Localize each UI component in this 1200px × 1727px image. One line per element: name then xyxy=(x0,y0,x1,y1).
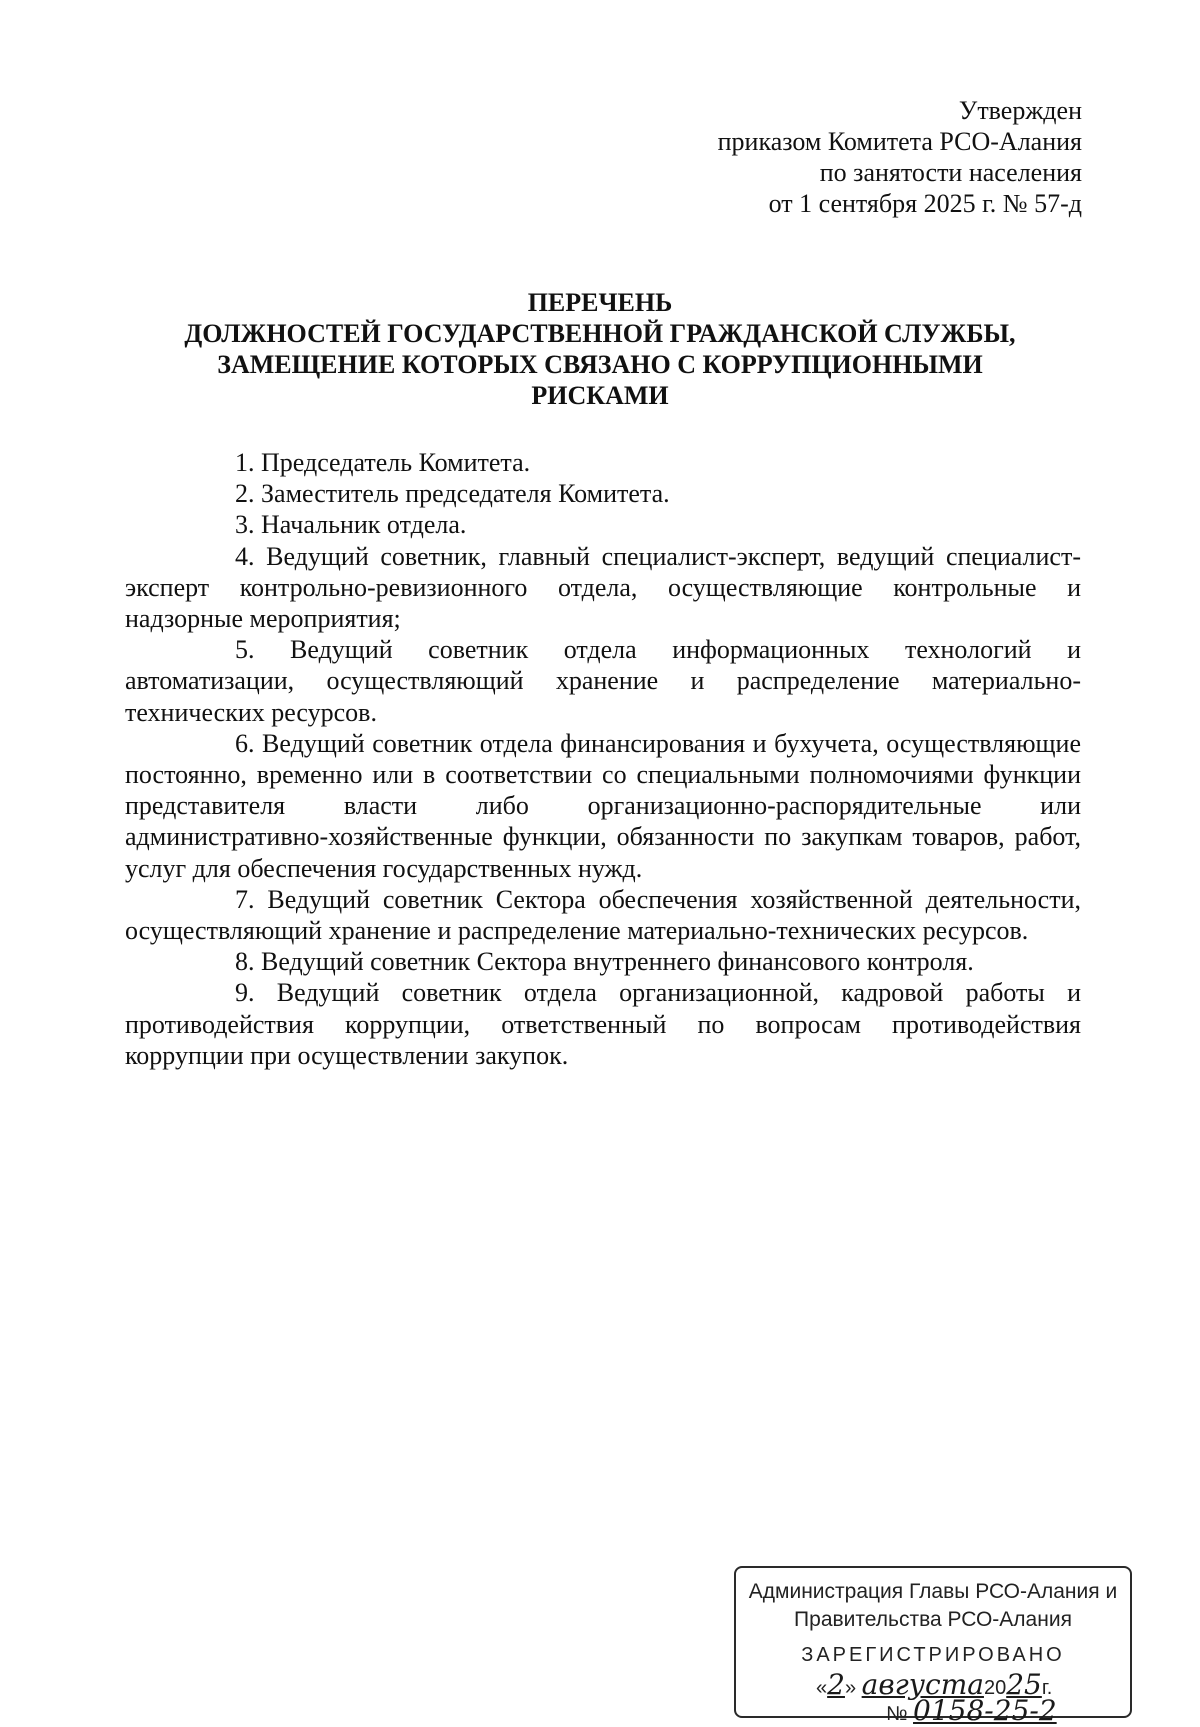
list-item xyxy=(125,634,1081,728)
stamp-registration-number xyxy=(886,1694,1057,1727)
document-title xyxy=(110,287,1090,411)
list-item xyxy=(125,478,1081,509)
stamp-number-value: 0158-25-2 xyxy=(913,1694,1057,1727)
registration-stamp xyxy=(734,1566,1132,1727)
list-item xyxy=(125,946,1081,977)
item-number: 6. xyxy=(235,728,255,758)
item-number: 8. xyxy=(235,947,255,977)
stamp-line-2: Правительства РСО-Алания xyxy=(794,1608,1072,1631)
item-text: Ведущий советник отдела информационных технологий и автоматизации, осуществляющий хранение и распределение материально-технических ресурсов. xyxy=(125,635,1081,727)
item-number: 4. xyxy=(235,541,255,571)
stamp-year-prefix: 20 xyxy=(983,1677,1007,1699)
item-text: Ведущий советник Сектора обеспечения хозяйственной деятельности, осуществляющий хранение и распределение материально-технических ресурсов. xyxy=(125,884,1082,946)
approval-line-1: Утвержден xyxy=(958,96,1082,125)
approval-line-4: от 1 сентября 2025 г. № 57-д xyxy=(768,189,1082,218)
title-line-2: ДОЛЖНОСТЕЙ ГОСУДАРСТВЕННОЙ ГРАЖДАНСКОЙ СЛУЖБЫ, xyxy=(184,319,1016,348)
item-text: Ведущий советник отдела финансирования и бухучета, осуществляющие постоянно, временно или в соответствии со специальными полномочиями функции представителя власти либо организационно-распорядительные или административно-хозяйственные функции, обязанности по закупкам товаров, работ, услуг для обеспечения государственных нужд. xyxy=(125,728,1081,883)
title-line-4: РИСКАМИ xyxy=(531,381,669,410)
list-item xyxy=(125,447,1081,478)
stamp-year-suffix: 25 xyxy=(1006,1668,1042,1701)
list-item xyxy=(125,728,1081,884)
title-line-3: ЗАМЕЩЕНИЕ КОТОРЫХ СВЯЗАНО С КОРРУПЦИОННЫМИ xyxy=(217,350,983,379)
title-line-1: ПЕРЕЧЕНЬ xyxy=(527,288,673,317)
list-item xyxy=(125,884,1081,946)
approval-line-2: приказом Комитета РСО-Алания xyxy=(717,127,1082,156)
item-text: Председатель Комитета. xyxy=(261,448,531,477)
stamp-number-label: № xyxy=(886,1703,908,1725)
stamp-day: 2 xyxy=(827,1668,845,1701)
stamp-registered-label: ЗАРЕГИСТРИРОВАНО xyxy=(801,1644,1065,1666)
item-text: Ведущий советник, главный специалист-эксперт, ведущий специалист-эксперт контрольно-ревизионного отдела, осуществляющие контрольные и надзорные мероприятия; xyxy=(125,541,1081,634)
stamp-month: августа xyxy=(861,1668,984,1701)
item-number: 3. xyxy=(235,510,255,540)
stamp-date-open: « xyxy=(816,1677,828,1699)
item-text: Начальник отдела. xyxy=(261,510,467,540)
stamp-line-1: Администрация Главы РСО-Алания и xyxy=(748,1580,1118,1603)
stamp-year-unit: г. xyxy=(1041,1677,1053,1699)
stamp-date-close: » xyxy=(844,1677,857,1699)
item-number: 2. xyxy=(235,479,255,509)
approval-line-3: по занятости населения xyxy=(819,158,1082,187)
item-number: 1. xyxy=(235,448,255,477)
item-number: 5. xyxy=(235,635,255,665)
item-number: 9. xyxy=(235,978,255,1008)
item-number: 7. xyxy=(235,884,255,914)
approval-block xyxy=(718,95,1082,219)
list-item xyxy=(125,977,1081,1071)
item-text: Заместитель председателя Комитета. xyxy=(261,479,670,509)
item-text: Ведущий советник отдела организационной, кадровой работы и противодействия коррупции, ответственный по вопросам противодействия коррупции при осуществлении закупок. xyxy=(125,978,1081,1070)
item-text: Ведущий советник Сектора внутреннего финансового контроля. xyxy=(261,947,974,977)
positions-list xyxy=(125,447,1081,1071)
list-item xyxy=(125,509,1081,540)
list-item xyxy=(125,541,1081,635)
